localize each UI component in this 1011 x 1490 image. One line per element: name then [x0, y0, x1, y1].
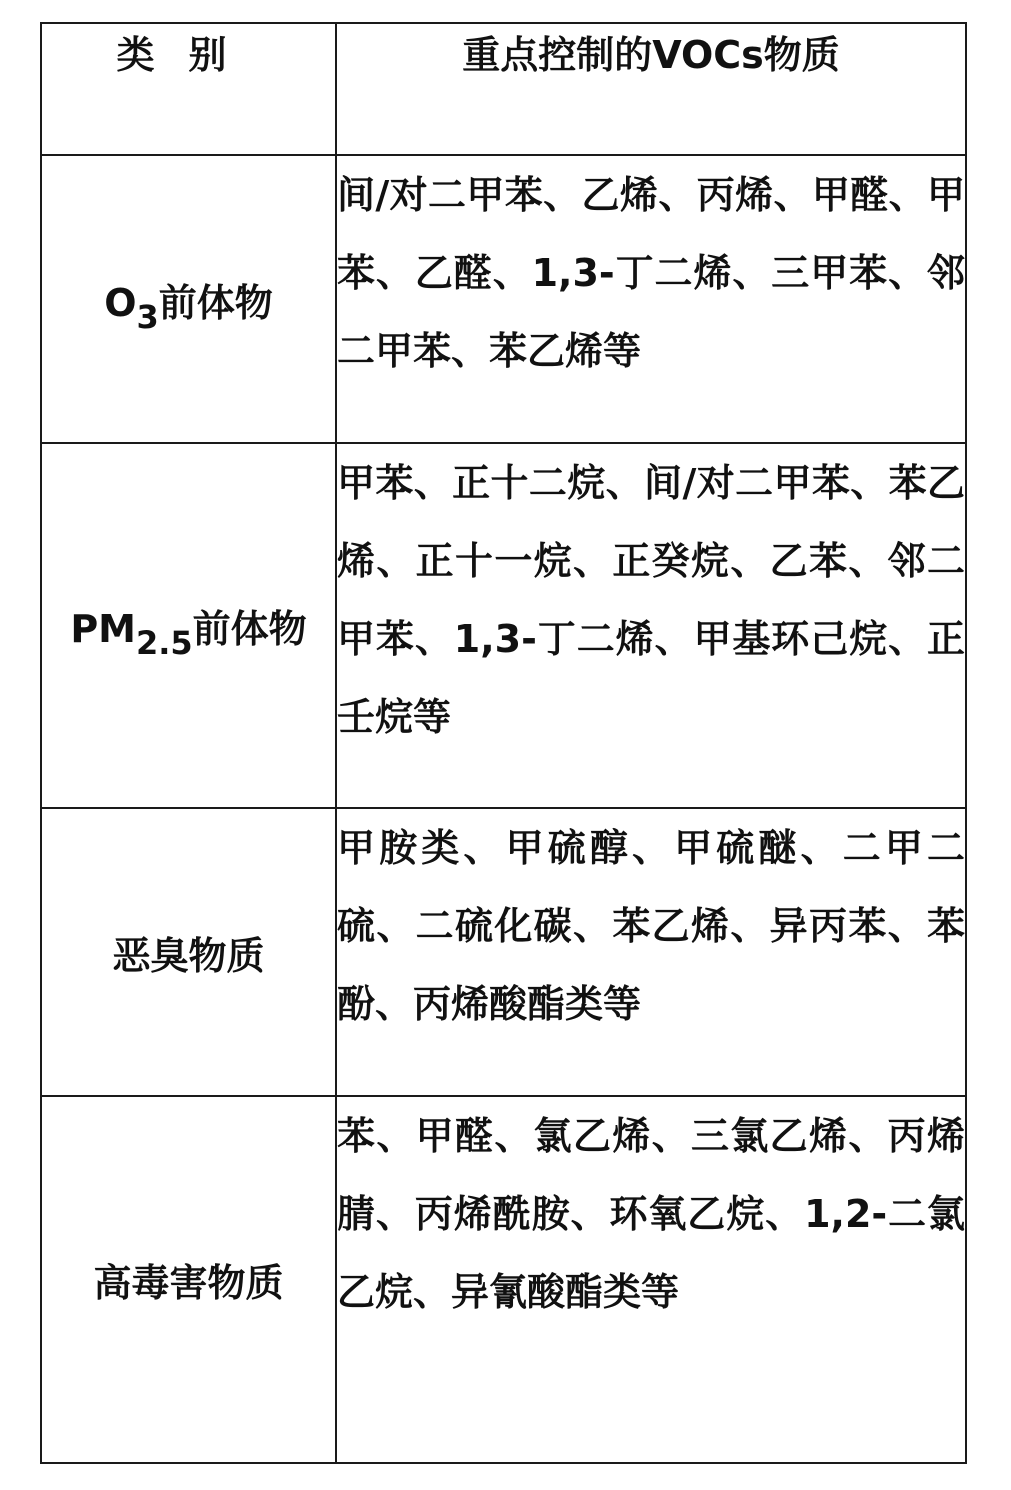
header-substances: 重点控制的VOCs物质 — [336, 23, 966, 155]
table-row — [41, 155, 966, 443]
substances-cell: 甲苯、正十二烷、间/对二甲苯、苯乙烯、正十一烷、正癸烷、乙苯、邻二甲苯、1,3-丁二烯、甲基环己烷、正壬烷等 — [336, 443, 966, 808]
category-cell-odor: 恶臭物质 — [41, 808, 336, 1096]
category-cell-o3 — [41, 155, 336, 443]
table-header-row — [41, 23, 966, 155]
category-suffix: 前体物 — [158, 280, 273, 325]
category-prefix: O — [104, 280, 137, 325]
substances-cell: 甲胺类、甲硫醇、甲硫醚、二甲二硫、二硫化碳、苯乙烯、异丙苯、苯酚、丙烯酸酯类等 — [336, 808, 966, 1096]
header-category: 类别 — [41, 23, 336, 155]
category-suffix: 前体物 — [192, 607, 307, 651]
category-subscript: 2.5 — [135, 624, 193, 662]
category-prefix: PM — [70, 607, 136, 651]
table-row — [41, 808, 966, 1096]
voc-control-table — [40, 22, 967, 1464]
table-row — [41, 443, 966, 808]
substances-cell: 苯、甲醛、氯乙烯、三氯乙烯、丙烯腈、丙烯酰胺、环氧乙烷、1,2-二氯乙烷、异氰酸酯类等 — [336, 1096, 966, 1463]
category-subscript: 3 — [136, 297, 159, 336]
category-cell-toxic: 高毒害物质 — [41, 1096, 336, 1463]
substances-cell: 间/对二甲苯、乙烯、丙烯、甲醛、甲苯、乙醛、1,3-丁二烯、三甲苯、邻二甲苯、苯乙烯等 — [336, 155, 966, 443]
table-row — [41, 1096, 966, 1463]
category-cell-pm25 — [41, 443, 336, 808]
